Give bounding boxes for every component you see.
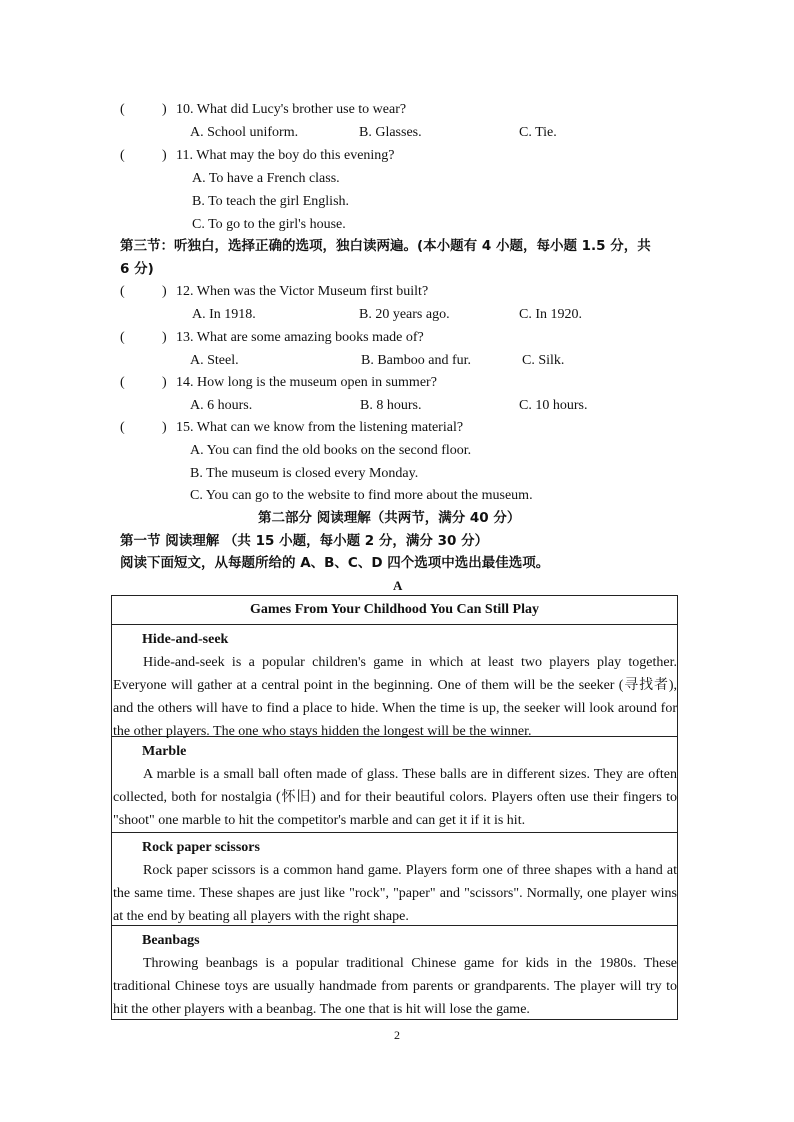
answer-paren-close: ) (162, 102, 167, 117)
passage-label: A (393, 578, 403, 593)
answer-paren-open: ( (120, 148, 125, 163)
answer-paren-open: ( (120, 284, 125, 299)
game-name: Beanbags (142, 933, 200, 948)
game-description: Throwing beanbags is a popular traditional Chinese game for kids in the 1980s. These traditional Chinese toys are usually handmade from parents or grandparents. The player will try to hit the other players with a beanbag. The one that is hit will lose the game. (113, 956, 677, 1017)
game-name: Marble (142, 744, 187, 759)
game-description: Hide-and-seek is a popular children's game in which at least two players play together. Everyone will gather at a central point in the beginning. One of them will be the seeker (寻找者), and the others will have to find a place to hide. When the time is up, the seeker will look around for the other players. The one who stays hidden the longest will be the winner. (113, 655, 677, 739)
option-c: C. To go to the girl's house. (192, 217, 346, 232)
section1-heading: 第一节 阅读理解 （共 15 小题，每小题 2 分，满分 30 分） (120, 533, 489, 549)
answer-paren-open: ( (120, 102, 125, 117)
option-a: A. You can find the old books on the second floor. (190, 443, 472, 458)
question-stem: 14. How long is the museum open in summer? (176, 375, 437, 390)
answer-paren-open: ( (120, 420, 125, 435)
option-a: A. Steel. (190, 353, 239, 368)
game-description: Rock paper scissors is a common hand game. Players form one of three shapes with a hand at the same time. These shapes are just like "rock", "paper" and "scissors". Normally, one player wins at the end by beating all players with the right shape. (113, 863, 677, 924)
answer-paren-close: ) (162, 375, 167, 390)
option-b: B. The museum is closed every Monday. (190, 466, 419, 481)
answer-paren-close: ) (162, 284, 167, 299)
page-number: 2 (394, 1028, 400, 1042)
question-stem: 12. When was the Victor Museum first built? (176, 284, 429, 299)
option-b: B. 20 years ago. (359, 307, 450, 322)
option-a: A. School uniform. (190, 125, 299, 140)
game-entry (112, 625, 677, 737)
option-b: B. 8 hours. (360, 398, 422, 413)
answer-paren-close: ) (162, 330, 167, 345)
game-entry (112, 737, 677, 833)
game-entry (112, 833, 677, 926)
question-stem: 15. What can we know from the listening material? (176, 420, 464, 435)
option-c: C. Silk. (522, 353, 565, 368)
option-b: B. Glasses. (359, 125, 422, 140)
option-b: B. To teach the girl English. (192, 194, 350, 209)
part2-title: 第二部分 阅读理解（共两节，满分 40 分） (258, 510, 521, 526)
option-b: B. Bamboo and fur. (361, 353, 472, 368)
question-stem: 11. What may the boy do this evening? (176, 148, 395, 163)
option-a: A. In 1918. (192, 307, 256, 322)
option-a: A. To have a French class. (192, 171, 340, 186)
answer-paren-open: ( (120, 375, 125, 390)
question-stem: 10. What did Lucy's brother use to wear? (176, 102, 407, 117)
game-description: A marble is a small ball often made of glass. These balls are in different sizes. They are often collected, both for nostalgia (怀旧) and for their beautiful colors. Players often use their fingers to "shoot" one marble to hit the competitor's marble and can get it if it is hit. (113, 767, 677, 828)
games-table (111, 595, 678, 1020)
option-a: A. 6 hours. (190, 398, 253, 413)
game-name: Rock paper scissors (142, 840, 260, 855)
answer-paren-close: ) (162, 420, 167, 435)
answer-paren-open: ( (120, 330, 125, 345)
game-entry (112, 926, 677, 1019)
section3-heading: 第三节：听独白，选择正确的选项，独白读两遍。(本小题有 4 小题，每小题 1.5 分，共 (120, 238, 651, 254)
option-c: C. Tie. (519, 125, 557, 140)
table-title: Games From Your Childhood You Can Still Play (112, 596, 677, 625)
option-c: C. You can go to the website to find more about the museum. (190, 488, 533, 503)
option-c: C. In 1920. (519, 307, 582, 322)
question-stem: 13. What are some amazing books made of? (176, 330, 424, 345)
game-name: Hide-and-seek (142, 632, 229, 647)
reading-instruction: 阅读下面短文，从每题所给的 A、B、C、D 四个选项中选出最佳选项。 (120, 555, 550, 571)
option-c: C. 10 hours. (519, 398, 588, 413)
answer-paren-close: ) (162, 148, 167, 163)
section3-heading-cont: 6 分) (120, 261, 154, 277)
